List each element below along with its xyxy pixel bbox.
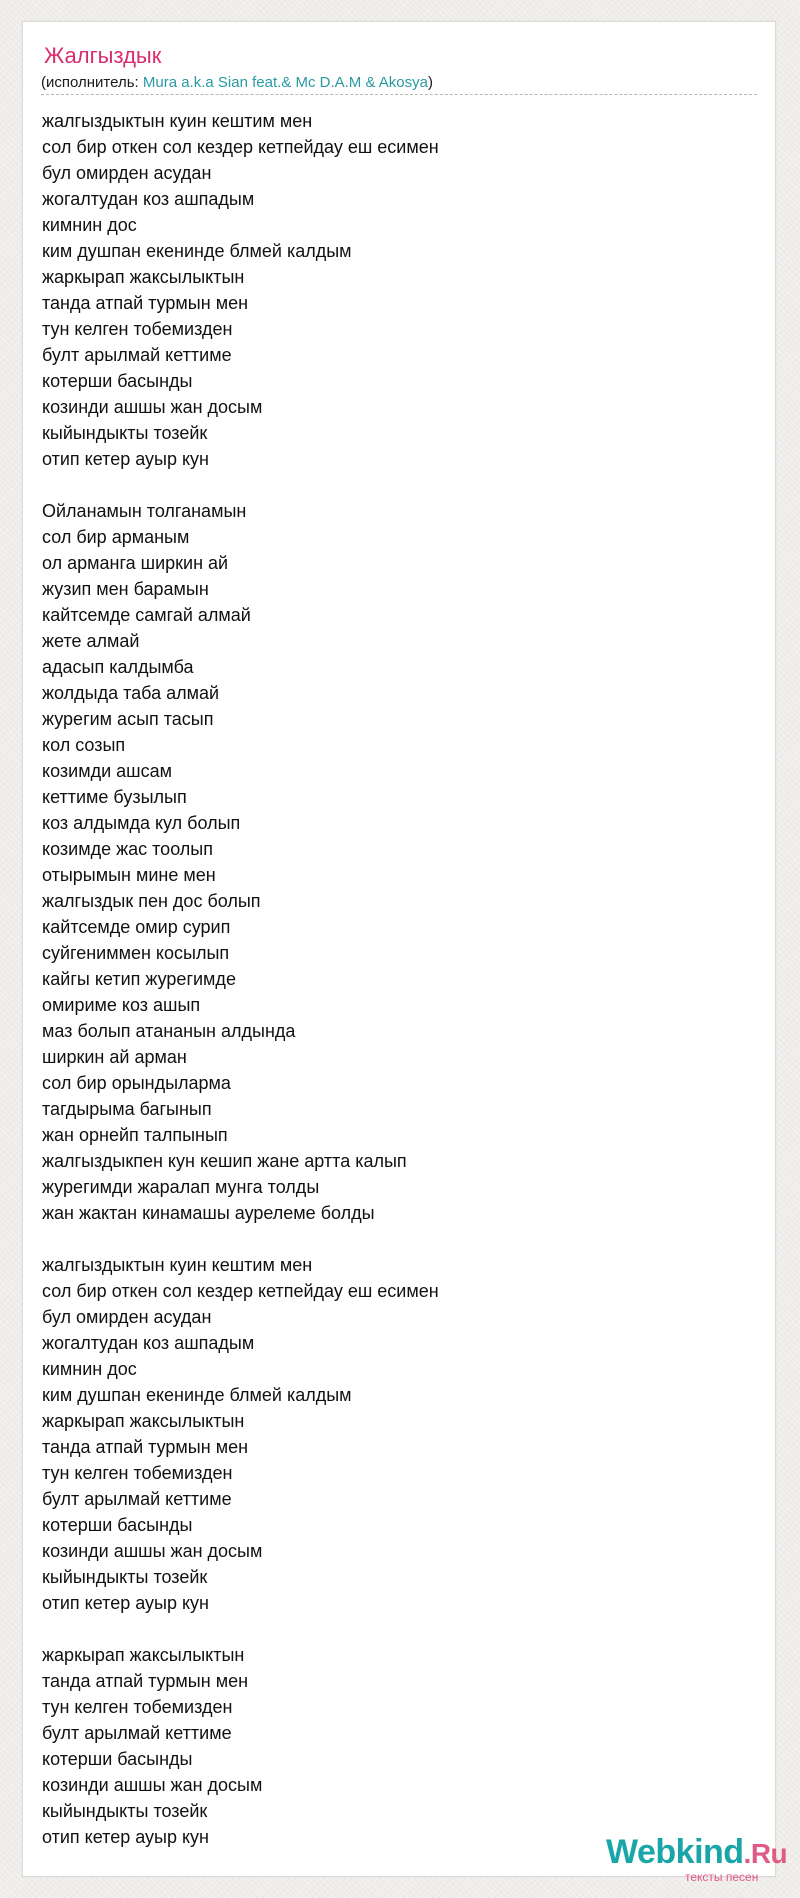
lyrics-line: адасып калдымба xyxy=(42,657,194,677)
logo-tld: .Ru xyxy=(743,1838,788,1869)
lyrics-line: суйгениммен косылып xyxy=(42,943,230,963)
lyrics-stanza xyxy=(42,108,742,472)
lyrics-line: кыйындыкты тозейк xyxy=(42,1567,208,1587)
lyrics-line: жалгыздыкпен кун кешип жане артта калып xyxy=(42,1151,407,1171)
lyrics-stanza xyxy=(42,1252,742,1616)
lyrics-line: кыйындыкты тозейк xyxy=(42,1801,208,1821)
lyrics-line: жаркырап жаксылыктын xyxy=(42,267,245,287)
lyrics-line: Ойланамын толганамын xyxy=(42,501,247,521)
lyrics-line: кол созып xyxy=(42,735,126,755)
lyrics-line: жаркырап жаксылыктын xyxy=(42,1411,245,1431)
logo-wordmark xyxy=(606,1832,787,1874)
lyrics-line: котерши басынды xyxy=(42,371,193,391)
lyrics-line: жолдыда таба алмай xyxy=(42,683,220,703)
lyrics-line: булт арылмай кеттиме xyxy=(42,1489,232,1509)
title-divider xyxy=(41,94,757,95)
lyrics-line: маз болып атананын алдында xyxy=(42,1021,296,1041)
song-title: Жалгыздык xyxy=(44,43,162,68)
lyrics-line: жогалтудан коз ашпадым xyxy=(42,189,255,209)
lyrics-line: тагдырыма багынып xyxy=(42,1099,212,1119)
lyrics-line: бул омирден асудан xyxy=(42,163,212,183)
lyrics-line: жалгыздыктын куин кештим мен xyxy=(42,111,313,131)
lyrics-line: кеттиме бузылып xyxy=(42,787,187,807)
lyrics-line: сол бир орындыларма xyxy=(42,1073,231,1093)
lyrics-line: сол бир откен сол кездер кетпейдау еш есимен xyxy=(42,1281,439,1301)
lyrics-text xyxy=(42,108,742,1876)
lyrics-line: жете алмай xyxy=(42,631,140,651)
artist-link[interactable]: Mura a.k.a Sian feat.& Mc D.A.M & Akosya xyxy=(142,74,428,91)
artist-prefix: (исполнитель: xyxy=(41,74,143,91)
lyrics-line: жузип мен барамын xyxy=(42,579,209,599)
lyrics-line: кайтсемде самгай алмай xyxy=(42,605,251,625)
lyrics-line: омириме коз ашып xyxy=(42,995,201,1015)
lyrics-line: жалгыздык пен дос болып xyxy=(42,891,261,911)
lyrics-line: ширкин ай арман xyxy=(42,1047,187,1067)
artist-line xyxy=(41,73,433,93)
lyrics-line: сол бир откен сол кездер кетпейдау еш есимен xyxy=(42,137,439,157)
lyrics-line: танда атпай турмын мен xyxy=(42,1437,249,1457)
logo-tagline: тексты песен xyxy=(685,1870,759,1884)
lyrics-line: сол бир арманым xyxy=(42,527,190,547)
lyrics-line: козимди ашсам xyxy=(42,761,172,781)
lyrics-card xyxy=(22,21,788,1884)
lyrics-line: журегимди жаралап мунга толды xyxy=(42,1177,320,1197)
lyrics-line: танда атпай турмын мен xyxy=(42,1671,249,1691)
lyrics-line: козинди ашшы жан досым xyxy=(42,1541,263,1561)
lyrics-stanza xyxy=(42,498,742,1226)
lyrics-line: тун келген тобемизден xyxy=(42,1697,233,1717)
lyrics-line: танда атпай турмын мен xyxy=(42,293,249,313)
lyrics-line: отип кетер ауыр кун xyxy=(42,1593,209,1613)
lyrics-line: ким душпан екенинде блмей калдым xyxy=(42,241,352,261)
lyrics-line: жаркырап жаксылыктын xyxy=(42,1645,245,1665)
lyrics-line: жогалтудан коз ашпадым xyxy=(42,1333,255,1353)
lyrics-line: кайтсемде омир сурип xyxy=(42,917,231,937)
lyrics-line: отип кетер ауыр кун xyxy=(42,449,209,469)
lyrics-line: кайгы кетип журегимде xyxy=(42,969,236,989)
lyrics-line: жан орнейп талпынып xyxy=(42,1125,228,1145)
lyrics-line: тун келген тобемизден xyxy=(42,1463,233,1483)
lyrics-line: кыйындыкты тозейк xyxy=(42,423,208,443)
artist-suffix: ) xyxy=(428,74,433,91)
lyrics-line: жан жактан кинамашы аурелеме болды xyxy=(42,1203,375,1223)
lyrics-line: кимнин дос xyxy=(42,215,137,235)
lyrics-line: котерши басынды xyxy=(42,1515,193,1535)
lyrics-line: булт арылмай кеттиме xyxy=(42,345,232,365)
lyrics-line: ол арманга ширкин ай xyxy=(42,553,229,573)
lyrics-stanza xyxy=(42,1642,742,1850)
lyrics-line: бул омирден асудан xyxy=(42,1307,212,1327)
lyrics-line: кимнин дос xyxy=(42,1359,137,1379)
logo-name: Webkind xyxy=(606,1833,744,1871)
lyrics-line: жалгыздыктын куин кештим мен xyxy=(42,1255,313,1275)
lyrics-line: котерши басынды xyxy=(42,1749,193,1769)
lyrics-line: булт арылмай кеттиме xyxy=(42,1723,232,1743)
lyrics-line: журегим асып тасып xyxy=(42,709,214,729)
lyrics-line: тун келген тобемизден xyxy=(42,319,233,339)
lyrics-line: отип кетер ауыр кун xyxy=(42,1827,209,1847)
lyrics-line: отырымын мине мен xyxy=(42,865,216,885)
lyrics-line: коз алдымда кул болып xyxy=(42,813,241,833)
lyrics-line: козинди ашшы жан досым xyxy=(42,1775,263,1795)
site-logo[interactable] xyxy=(583,1832,788,1888)
lyrics-line: козинди ашшы жан досым xyxy=(42,397,263,417)
lyrics-line: ким душпан екенинде блмей калдым xyxy=(42,1385,352,1405)
lyrics-line: козимде жас тоолып xyxy=(42,839,213,859)
